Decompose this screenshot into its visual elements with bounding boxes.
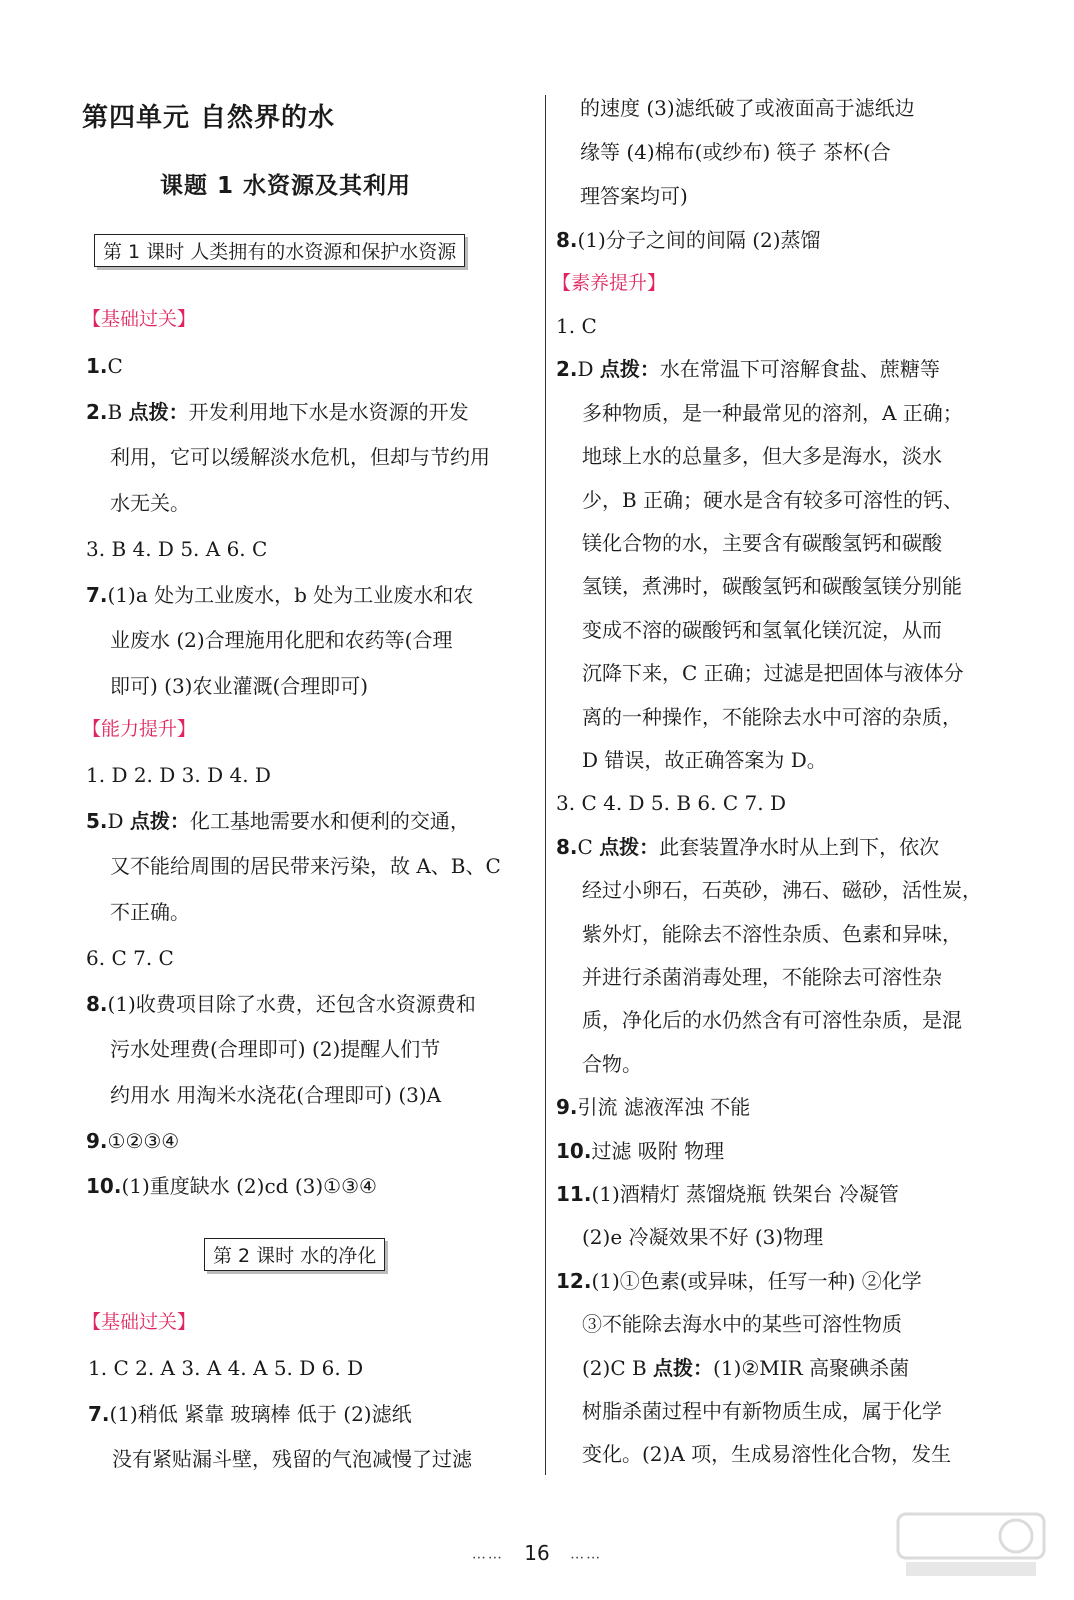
hint-label: 点拨： <box>599 834 660 859</box>
answer-line <box>582 444 942 469</box>
question-number: 5. <box>86 808 108 833</box>
answer-line <box>556 357 940 382</box>
answer-line <box>86 399 469 424</box>
hint-label: 点拨： <box>128 399 189 424</box>
lesson-title: 课题 1 水资源及其利用 <box>160 173 412 199</box>
answer-line <box>582 661 964 686</box>
section-label-basic: 【基础过关】 <box>82 1311 197 1333</box>
answer-text: (2)C B <box>582 1355 654 1380</box>
answer-text: B <box>107 399 129 424</box>
answer-text: 地球上水的总量多，但大多是海水，淡水 <box>582 444 942 469</box>
answer-line <box>556 1184 899 1204</box>
answer-line <box>86 356 123 376</box>
question-number: 8. <box>556 228 578 252</box>
answer-text: D <box>577 357 600 382</box>
question-number: 2. <box>556 357 578 382</box>
answer-line <box>582 574 962 599</box>
question-number: 7. <box>86 582 108 607</box>
question-number: 9. <box>86 1128 108 1153</box>
answer-line <box>582 704 962 729</box>
answer-text: 并进行杀菌消毒处理，不能除去可溶性杂 <box>582 965 942 989</box>
answer-line <box>582 921 962 946</box>
answer-text: 3. C 4. D 5. B 6. C 7. D <box>556 791 786 816</box>
answer-text: (1)a 处为工业废水，b 处为工业废水和农 <box>107 582 474 607</box>
answer-line <box>582 400 963 425</box>
answer-text: 少，B 正确；硬水是含有较多可溶性的钙、 <box>582 487 964 512</box>
footer-dots-left: …… <box>471 1546 504 1563</box>
hint-text: (1)②MIR 高聚碘杀菌 <box>713 1355 910 1380</box>
answer-line <box>110 445 490 470</box>
answer-line <box>582 1312 902 1337</box>
answer-line <box>582 878 982 903</box>
answer-text: 镁化合物的水，主要含有碳酸氢钙和碳酸 <box>582 531 942 555</box>
answer-text: 即可) (3)农业灌溉(合理即可) <box>110 673 369 698</box>
answer-line <box>582 1051 642 1076</box>
answer-text: C <box>107 354 123 378</box>
answer-text: 业废水 (2)合理施用化肥和农药等(合理 <box>110 628 453 653</box>
answer-text: 引流 滤液浑浊 不能 <box>577 1095 751 1120</box>
question-number: 12. <box>556 1268 592 1293</box>
answer-text: 约用水 用淘米水浇花(合理即可) (3)A <box>110 1082 442 1107</box>
answer-text: 沉降下来，C 正确；过滤是把固体与液体分 <box>582 661 964 686</box>
hint-text: 开发利用地下水是水资源的开发 <box>188 399 469 424</box>
hint-label: 点拨： <box>599 357 660 382</box>
answer-line <box>110 491 190 516</box>
answer-line <box>582 617 942 642</box>
answer-line <box>556 834 940 859</box>
answer-text: 不正确。 <box>110 900 190 925</box>
answer-line <box>556 1138 725 1163</box>
answer-text: (1)稍低 紧靠 玻璃棒 低于 (2)滤纸 <box>109 1401 412 1426</box>
answer-line <box>582 750 827 770</box>
answer-line <box>580 98 915 118</box>
answer-line <box>556 791 786 816</box>
answer-line <box>110 628 453 653</box>
question-number: 8. <box>556 834 578 859</box>
answer-line <box>582 1401 942 1421</box>
answer-line <box>580 142 891 162</box>
answer-line <box>88 1401 412 1426</box>
page-number: 16 <box>524 1541 550 1565</box>
answer-line <box>110 1082 442 1107</box>
answer-line <box>86 808 470 833</box>
hint-text: 此套装置净水时从上到下，依次 <box>659 834 940 859</box>
answer-line <box>110 900 190 925</box>
answer-text: 没有紧贴漏斗壁，残留的气泡减慢了过滤 <box>112 1447 472 1472</box>
column-divider <box>545 95 546 1475</box>
question-number: 10. <box>86 1174 122 1199</box>
question-number: 10. <box>556 1138 592 1163</box>
answer-text: 6. C 7. C <box>86 945 174 970</box>
answer-line <box>556 230 821 250</box>
answer-line <box>86 765 271 785</box>
answer-line <box>582 1355 910 1380</box>
answer-text: 合物。 <box>582 1051 642 1076</box>
answer-text: 过滤 吸附 物理 <box>591 1138 725 1163</box>
section-label-ability: 【能力提升】 <box>82 718 197 740</box>
answer-line <box>86 991 476 1016</box>
answer-text: 1. D 2. D 3. D 4. D <box>86 763 271 787</box>
answer-text: 3. B 4. D 5. A 6. C <box>86 536 268 561</box>
answer-text: ③不能除去海水中的某些可溶性物质 <box>582 1312 902 1337</box>
answer-line <box>86 582 474 607</box>
answer-text: D 错误，故正确答案为 D。 <box>582 748 827 772</box>
answer-text: 离的一种操作，不能除去水中可溶的杂质， <box>582 704 962 729</box>
answer-text: (1)重度缺水 (2)cd (3)①③④ <box>121 1174 377 1199</box>
answer-text: (1)酒精灯 蒸馏烧瓶 铁架台 冷凝管 <box>591 1182 899 1206</box>
answer-line <box>582 1008 962 1033</box>
answer-line <box>112 1447 472 1472</box>
answer-line <box>86 1128 180 1153</box>
period-1-title: 第 1 课时 人类拥有的水资源和保护水资源 <box>94 234 465 267</box>
question-number: 2. <box>86 399 108 424</box>
answer-text: 1. C 2. A 3. A 4. A 5. D 6. D <box>88 1356 364 1380</box>
footer-dots-right: …… <box>570 1546 603 1563</box>
answer-text: 的速度 (3)滤纸破了或液面高于滤纸边 <box>580 96 915 120</box>
answer-text: ①②③④ <box>107 1128 180 1153</box>
answer-line <box>556 1268 922 1293</box>
question-number: 11. <box>556 1182 592 1206</box>
watermark-logo <box>896 1512 1046 1582</box>
answer-line <box>582 967 942 987</box>
answer-text: 水无关。 <box>110 491 190 516</box>
hint-label: 点拨： <box>129 808 190 833</box>
answer-text: 污水处理费(合理即可) (2)提醒人们节 <box>110 1037 441 1062</box>
question-number: 8. <box>86 991 108 1016</box>
answer-text: C <box>577 834 600 859</box>
answer-text: D <box>107 808 130 833</box>
answer-line <box>86 1174 377 1199</box>
answer-text: 经过小卵石，石英砂，沸石、磁砂，活性炭， <box>582 878 982 903</box>
answer-line <box>110 673 369 698</box>
answer-text: 紫外灯，能除去不溶性杂质、色素和异味， <box>582 921 962 946</box>
question-number: 1. <box>86 354 108 378</box>
answer-text: (1)①色素(或异味，任写一种) ②化学 <box>591 1268 922 1293</box>
answer-text: 变成不溶的碳酸钙和氢氧化镁沉淀，从而 <box>582 617 942 642</box>
answer-text: 氢镁，煮沸时，碳酸氢钙和碳酸氢镁分别能 <box>582 574 962 599</box>
answer-text: 质，净化后的水仍然含有可溶性杂质，是混 <box>582 1008 962 1033</box>
answer-line <box>86 536 268 561</box>
answer-text: 利用，它可以缓解淡水危机，但却与节约用 <box>110 445 490 470</box>
answer-line <box>86 945 174 970</box>
answer-line <box>580 186 688 206</box>
answer-line <box>556 316 597 336</box>
answer-text: (2)e 冷凝效果不好 (3)物理 <box>582 1225 824 1250</box>
period-2-title: 第 2 课时 水的净化 <box>204 1238 385 1271</box>
hint-label: 点拨： <box>653 1355 714 1380</box>
hint-text: 化工基地需要水和便利的交通， <box>189 808 470 833</box>
answer-text: 1. C <box>556 314 597 338</box>
answer-line <box>556 1095 751 1120</box>
answer-line <box>88 1358 363 1378</box>
answer-text: (1)收费项目除了水费，还包含水资源费和 <box>107 991 476 1016</box>
section-label-literacy: 【素养提升】 <box>552 272 667 294</box>
answer-text: 变化。(2)A 项，生成易溶性化合物，发生 <box>582 1442 952 1467</box>
answer-line <box>110 1037 441 1062</box>
unit-title: 第四单元 自然界的水 <box>82 103 336 133</box>
answer-text: 缘等 (4)棉布(或纱布) 筷子 茶杯(合 <box>580 140 891 164</box>
answer-text: 理答案均可) <box>580 184 688 208</box>
answer-text: 又不能给周围的居民带来污染，故 A、B、C <box>110 854 501 879</box>
answer-text: 树脂杀菌过程中有新物质生成，属于化学 <box>582 1399 942 1423</box>
section-label-basic: 【基础过关】 <box>82 308 197 330</box>
answer-text: (1)分子之间的间隔 (2)蒸馏 <box>577 228 821 252</box>
answer-line <box>582 487 964 512</box>
question-number: 9. <box>556 1095 578 1120</box>
answer-text: 多种物质，是一种最常见的溶剂，A 正确； <box>582 400 963 425</box>
answer-line <box>582 1225 824 1250</box>
question-number: 7. <box>88 1401 110 1426</box>
answer-line <box>582 533 942 553</box>
answer-line <box>582 1442 952 1467</box>
hint-text: 水在常温下可溶解食盐、蔗糖等 <box>659 357 940 382</box>
answer-line <box>110 854 501 879</box>
